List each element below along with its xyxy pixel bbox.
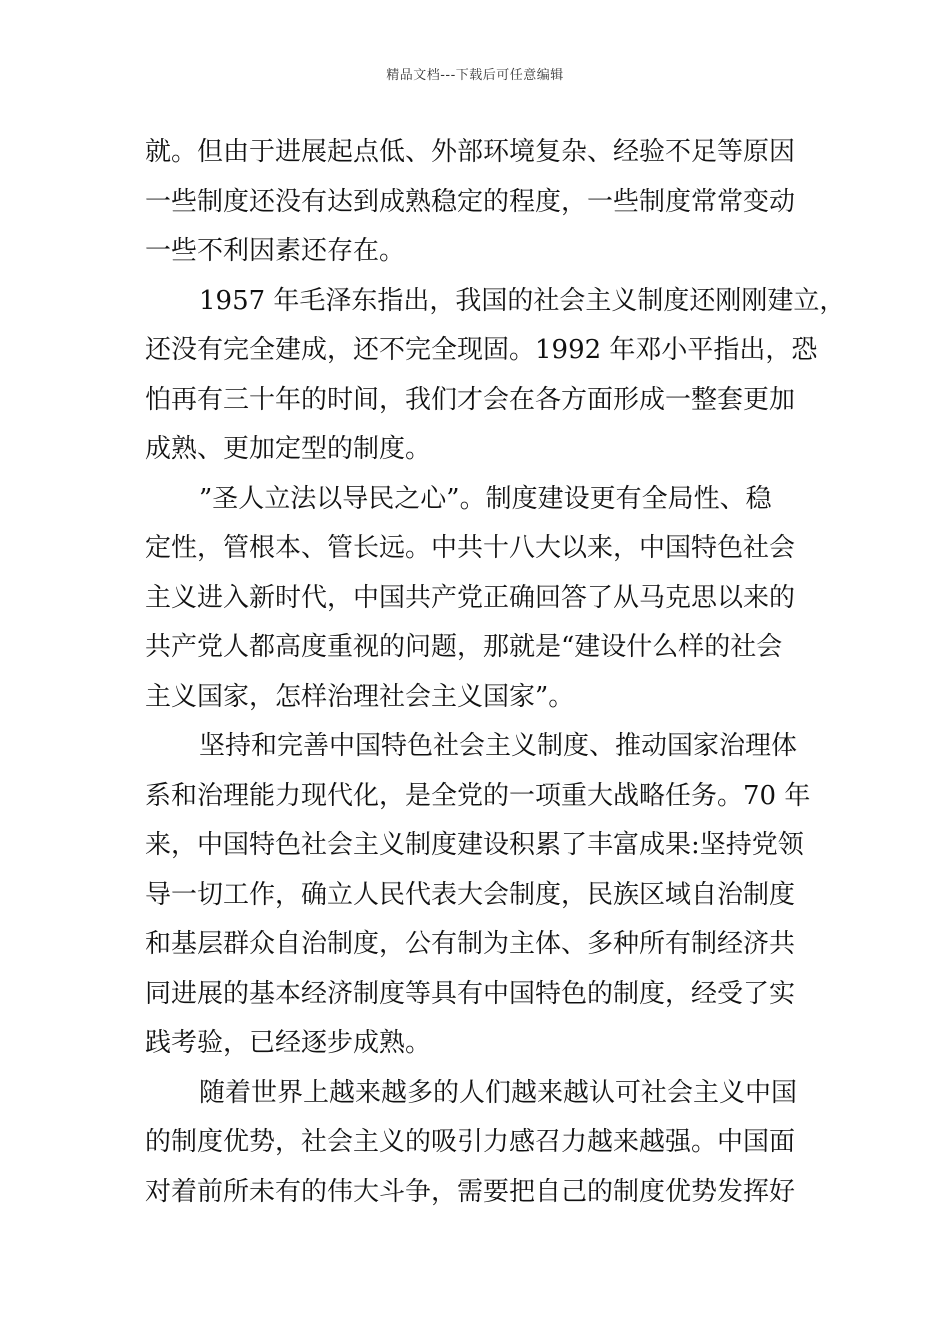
paragraph-line: 践考验，已经逐步成熟。 [145,1028,432,1058]
paragraph-line: 还没有完全建成，还不完全现固。1992 年邓小平指出，恐 [145,335,818,365]
paragraph-line: 1957 年毛泽东指出，我国的社会主义制度还刚刚建立， [199,285,846,316]
paragraph-line: 系和治理能力现代化，是全党的一项重大战略任务。70 年 [145,780,811,811]
document-body [145,128,846,1217]
paragraph-line: 对着前所未有的伟大斗争，需要把自己的制度优势发挥好 [145,1176,796,1207]
paragraph-1 [145,128,815,277]
paragraph-line: 共产党人都高度重视的问题，那就是“建设什么样的社会 [145,632,783,662]
paragraph-2 [145,277,846,475]
paragraph-line: 坚持和完善中国特色社会主义制度、推动国家治理体 [199,731,798,761]
paragraph-line: 来，中国特色社会主义制度建设积累了丰富成果:坚持党领 [145,830,804,860]
paragraph-3 [145,475,815,723]
paragraph-line: 随着世界上越来越多的人们越来越认可社会主义中国 [199,1077,798,1108]
paragraph-line: 一些不利因素还存在。 [145,236,406,266]
paragraph-line: 就。但由于进展起点低、外部环境复杂、经验不足等原因 [145,137,796,167]
paragraph-4 [145,722,815,1069]
paragraph-line: 导一切工作，确立人民代表大会制度，民族区域自治制度 [145,879,796,910]
paragraph-line: 的制度优势，社会主义的吸引力感召力越来越强。中国面 [145,1127,796,1157]
paragraph-line: 和基层群众自治制度，公有制为主体、多种所有制经济共 [145,929,796,959]
paragraph-line: 主义进入新时代，中国共产党正确回答了从马克思以来的 [145,582,796,613]
paragraph-line: 定性，管根本、管长远。中共十八大以来，中国特色社会 [145,533,796,563]
paragraph-line: ”圣人立法以导民之心”。制度建设更有全局性、稳 [199,483,772,514]
paragraph-line: 一些制度还没有达到成熟稳定的程度，一些制度常常变动 [145,186,796,217]
paragraph-5 [145,1069,815,1218]
page-header: 精品文档---下载后可任意编辑 [386,68,564,83]
paragraph-line: 成熟、更加定型的制度。 [145,434,432,464]
paragraph-line: 主义国家，怎样治理社会主义国家”。 [145,681,575,712]
paragraph-line: 怕再有三十年的时间，我们才会在各方面形成一整套更加 [145,384,796,415]
paragraph-line: 同进展的基本经济制度等具有中国特色的制度，经受了实 [145,978,796,1009]
